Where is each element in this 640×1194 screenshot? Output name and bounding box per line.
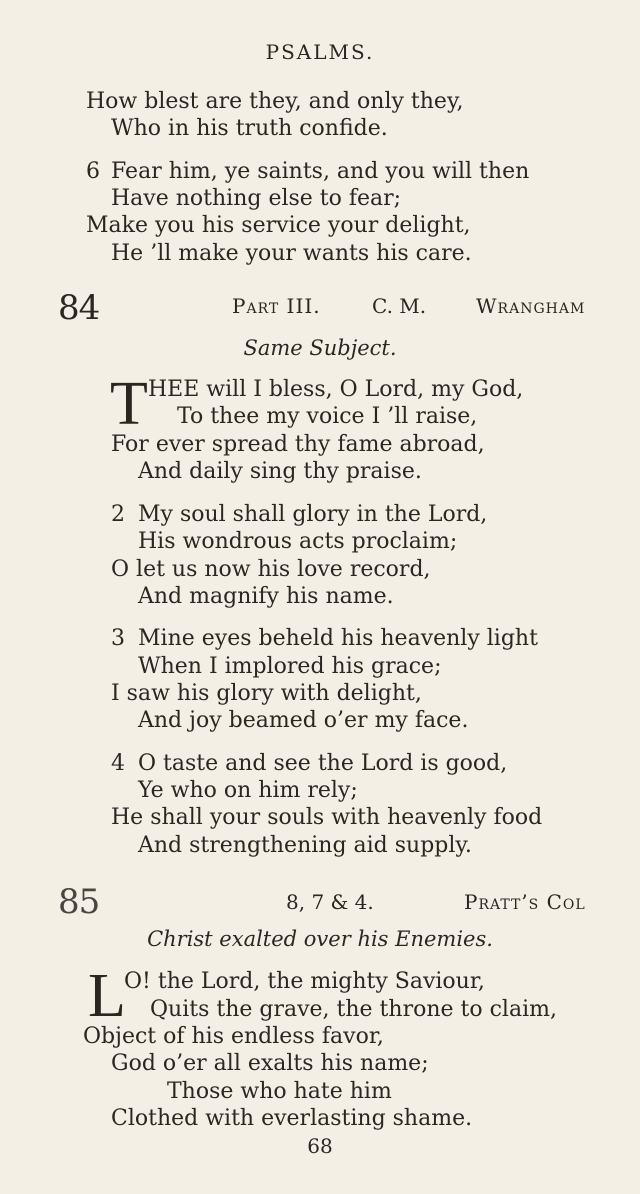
verse-line: Ye who on him rely; [138, 778, 358, 803]
verse-line: And strengthening aid supply. [138, 833, 472, 858]
verse-line: O taste and see the Lord is good, [138, 751, 508, 776]
verse-line: To thee my voice I ’ll raise, [177, 404, 478, 429]
hymn-meter: C. M. [372, 294, 427, 318]
drop-cap: L [88, 962, 126, 1030]
stanza-number: 6 [86, 159, 100, 184]
verse-line: Those who hate him [167, 1079, 392, 1104]
verse-line: When I implored his grace; [138, 654, 442, 679]
verse-line: Clothed with everlasting shame. [111, 1106, 473, 1131]
verse-line: And magnify his name. [138, 584, 394, 609]
verse-line: He shall your souls with heavenly food [111, 805, 543, 830]
verse-line: And joy beamed o’er my face. [138, 708, 469, 733]
verse-line: I saw his glory with delight, [111, 681, 422, 706]
verse-line: His wondrous acts proclaim; [138, 529, 458, 554]
verse-line: Make you his service your delight, [86, 213, 471, 238]
verse-line: O let us now his love record, [111, 557, 431, 582]
verse-line: HEE will I bless, O Lord, my God, [148, 377, 524, 402]
hymn-number: 84 [58, 288, 100, 328]
hymn-subject: Same Subject. [243, 336, 397, 360]
running-head: PSALMS. [265, 40, 375, 64]
verse-line: O! the Lord, the mighty Saviour, [124, 969, 485, 994]
hymn-number: 85 [58, 882, 100, 922]
verse-line: He ’ll make your wants his care. [111, 241, 472, 266]
verse-line: Have nothing else to fear; [111, 186, 402, 211]
drop-cap: T [110, 370, 148, 438]
hymn-tune: Pratt’s Col [464, 890, 586, 914]
stanza-number: 2 [111, 502, 125, 527]
verse-line: Quits the grave, the throne to claim, [150, 997, 557, 1022]
hymn-subject: Christ exalted over his Enemies. [147, 927, 493, 951]
hymn-part: Part III. [232, 294, 321, 318]
verse-line: How blest are they, and only they, [86, 89, 464, 114]
verse-line: Fear him, ye saints, and you will then [111, 159, 530, 184]
verse-line: My soul shall glory in the Lord, [138, 502, 488, 527]
stanza-number: 4 [111, 751, 125, 776]
hymn-meter: 8, 7 & 4. [286, 890, 374, 914]
verse-line: For ever spread thy fame abroad, [111, 432, 485, 457]
verse-line: And daily sing thy praise. [138, 459, 422, 484]
verse-line: Mine eyes beheld his heavenly light [138, 626, 538, 651]
verse-line: Object of his endless favor, [83, 1024, 384, 1049]
verse-line: God o’er all exalts his name; [111, 1051, 429, 1076]
hymn-tune: Wrangham [476, 294, 586, 318]
page-number: 68 [307, 1134, 333, 1158]
stanza-number: 3 [111, 626, 125, 651]
verse-line: Who in his truth confide. [111, 116, 388, 141]
